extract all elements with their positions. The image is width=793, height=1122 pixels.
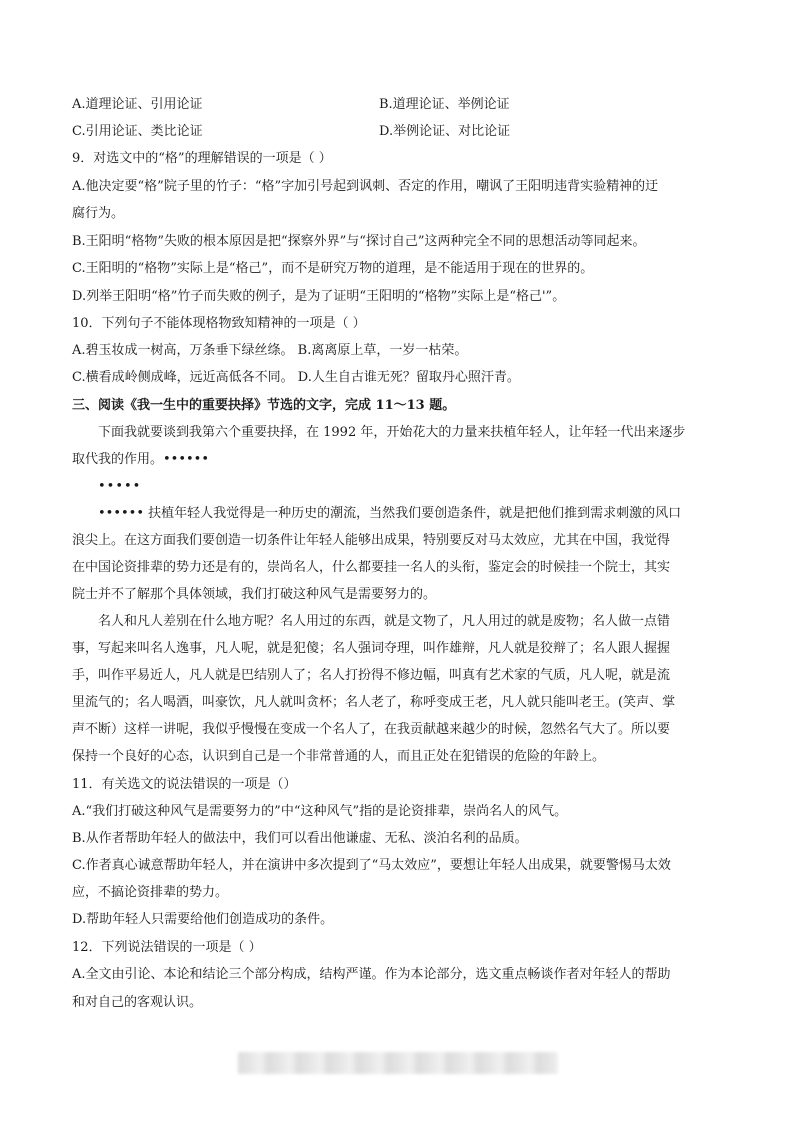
q10-options-cd: C.横看成岭侧成峰，远近高低各不同。 D.人生自古谁无死？留取丹心照汗青。 — [72, 370, 520, 385]
q12-stem: 12．下列说法错误的一项是（ ） — [72, 940, 262, 955]
q8-option-b: B.道理论证、举例论证 — [379, 97, 510, 112]
passage-p3-line4: 里流气的；名人喝酒，叫豪饮，凡人就叫贪杯；名人老了，称呼变成王老，凡人就只能叫老王。(笑声、掌 — [72, 695, 676, 710]
passage-p3-line1: 名人和凡人差别在什么地方呢？名人用过的东西，就是文物了，凡人用过的就是废物；名人做一点错 — [98, 614, 671, 629]
q8-option-a: A.道理论证、引用论证 — [72, 97, 203, 112]
q11-option-b: B.从作者帮助年轻人的做法中，我们可以看出他谦虚、无私、淡泊名利的品质。 — [72, 831, 528, 846]
q9-option-d: D.列举王阳明“格”竹子而失败的例子，是为了证明“王阳明的“格物”实际上是“格己'”。 — [72, 289, 566, 304]
section-heading: 三、阅读《我一生中的重要抉择》节选的文字，完成 11～13 题。 — [72, 398, 456, 413]
passage-p2-line1: •••••• 扶植年轻人我觉得是一种历史的潮流，当然我们要创造条件，就是把他们推到需求刺激的风口 — [98, 506, 682, 521]
q8-option-c: C.引用论证、类比论证 — [72, 124, 203, 139]
q11-option-d: D.帮助年轻人只需要给他们创造成功的条件。 — [72, 912, 334, 927]
q9-option-a-line2: 腐行为。 — [72, 206, 125, 221]
passage-p2-line2: 浪尖上。在这方面我们要创造一切条件让年轻人能够出成果，特别要反对马太效应，尤其在中国，我觉得 — [72, 533, 671, 548]
passage-p3-line2: 事，写起来叫名人逸事，凡人呢，就是犯傻；名人强词夺理，叫作雄辩，凡人就是狡辩了；名人跟人握握 — [72, 641, 671, 656]
passage-p3-line5: 声不断）这样一讲呢，我似乎慢慢在变成一个名人了，在我贡献越来越少的时候，忽然名气大了。所以要 — [72, 722, 671, 737]
q9-stem: 9．对选文中的“格”的理解错误的一项是（ ） — [72, 151, 332, 166]
passage-p3-line3: 手，叫作平易近人，凡人就是巴结别人了；名人打扮得不修边幅，叫真有艺术家的气质，凡人呢，就是流 — [72, 668, 671, 683]
passage-p2-line3: 在中国论资排辈的势力还是有的，崇尚名人，什么都要挂一名人的头衔，鉴定会的时候挂一个院士，其实 — [72, 560, 671, 575]
q10-stem: 10．下列句子不能体现格物致知精神的一项是（ ） — [72, 316, 366, 331]
q9-option-b: B.王阳明“格物”失败的根本原因是把“探察外界”与“探讨自己”这两种完全不同的思想活动等同起来。 — [72, 234, 646, 249]
q11-stem: 11．有关选文的说法错误的一项是（） — [72, 777, 297, 792]
passage-ellipsis: ••••• — [98, 479, 142, 494]
q9-option-c: C.王阳明的“格物”实际上是“格己”，而不是研究万物的道理，是不能适用于现在的世界的。 — [72, 261, 594, 276]
passage-p2-line4: 院士并不了解那个具体领域，我们打破这种风气是需要努力的。 — [72, 587, 437, 602]
q11-option-a: A.“我们打破这种风气是需要努力的”中“这种风气”指的是论资排辈，崇尚名人的风气。 — [72, 804, 568, 819]
q8-option-d: D.举例论证、对比论证 — [379, 124, 511, 139]
q12-option-a-line1: A.全文由引论、本论和结论三个部分构成，结构严谨。作为本论部分，选文重点畅谈作者对年轻人的帮助 — [72, 967, 671, 982]
q12-option-a-line2: 和对自己的客观认识。 — [72, 995, 203, 1010]
q10-options-ab: A.碧玉妆成一树高，万条垂下绿丝绦。 B.离离原上草，一岁一枯荣。 — [72, 343, 468, 358]
q9-option-a-line1: A.他决定要“格”院子里的竹子：“格”字加引号起到讽刺、否定的作用，嘲讽了王阳明违背实验精神的迂 — [72, 179, 659, 194]
q11-option-c-line1: C.作者真心诚意帮助年轻人，并在演讲中多次提到了“马太效应”，要想让年轻人出成果，就要警惕马太效 — [72, 858, 671, 873]
passage-p1-line1: 下面我就要谈到我第六个重要抉择，在 1992 年，开始花大的力量来扶植年轻人，让年轻一代出来逐步 — [98, 425, 686, 440]
footer-watermark — [238, 1052, 558, 1074]
q11-option-c-line2: 应，不搞论资排辈的势力。 — [72, 885, 229, 900]
passage-p3-line6: 保持一个良好的心态，认识到自己是一个非常普通的人，而且正处在犯错误的危险的年龄上。 — [72, 749, 606, 764]
passage-p1-line2: 取代我的作用。•••••• — [72, 452, 210, 467]
